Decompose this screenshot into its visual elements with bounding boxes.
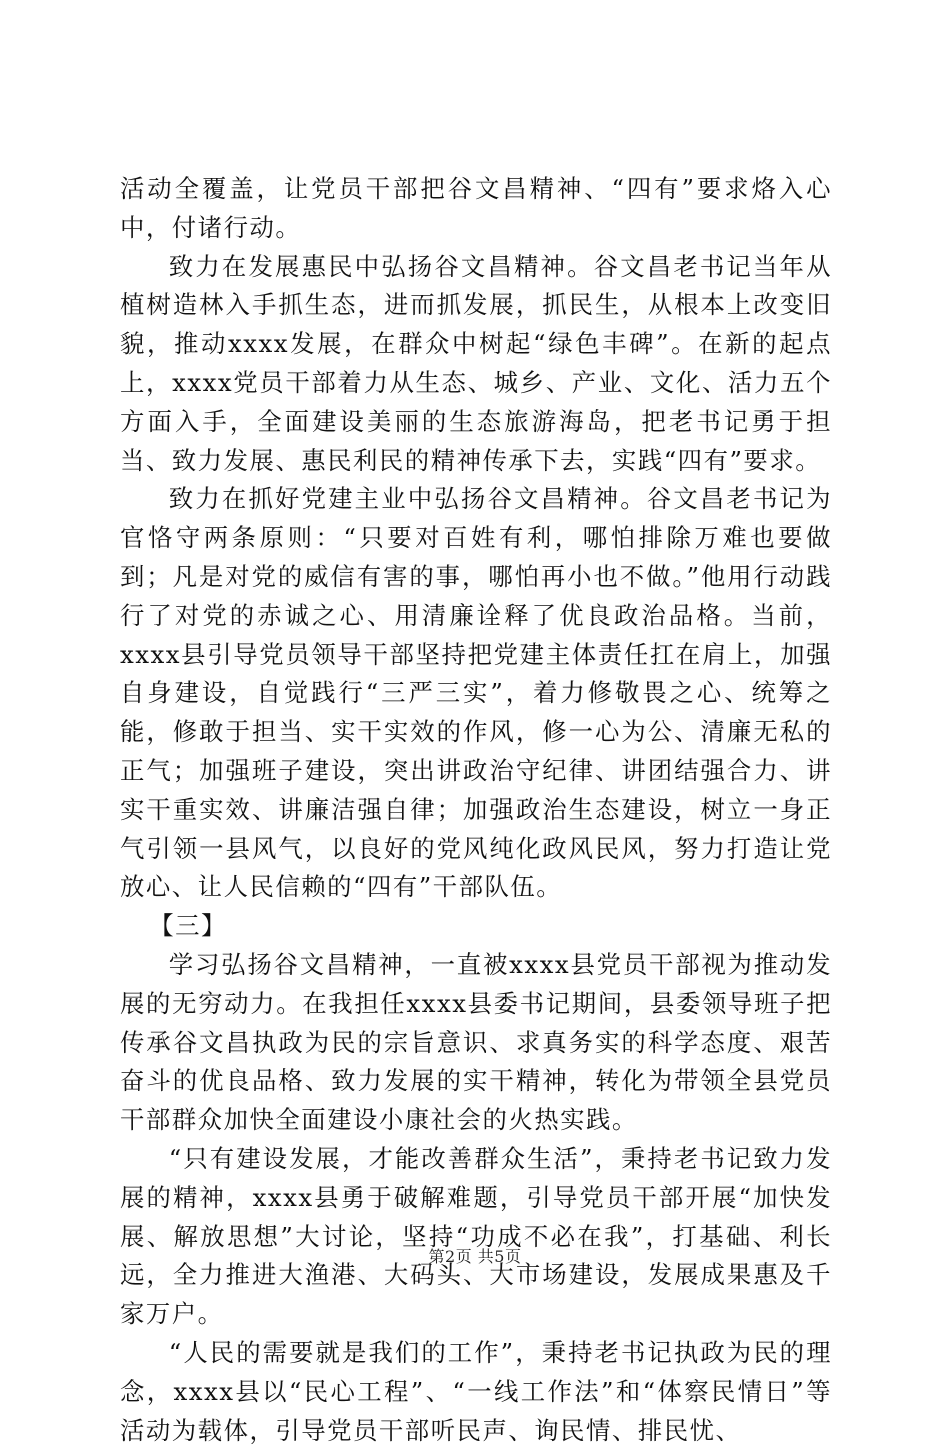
paragraph-learning: 学习弘扬谷文昌精神，一直被xxxx县党员干部视为推动发展的无穷动力。在我担任xxxx县委书记期间，县委领导班子把传承谷文昌执政为民的宗旨意识、求真务实的科学态度、艰苦奋斗的优良品格、致力发展的实干精神，转化为带领全县党员干部群众加快全面建设小康社会的火热实践。 [120,949,832,1135]
paragraph-party-building: 致力在抓好党建主业中弘扬谷文昌精神。谷文昌老书记为官恪守两条原则：“只要对百姓有利，哪怕排除万难也要做到；凡是对党的威信有害的事，哪怕再小也不做。”他用行动践行了对党的赤诚之心、用清廉诠释了优良政治品格。当前，xxxx县引导党员领导干部坚持把党建主体责任扛在肩上，加强自身建设，自觉践行“三严三实”，着力修敬畏之心、统筹之能，修敢于担当、实干实效的作风，修一心为公、清廉无私的正气；加强班子建设，突出讲政治守纪律、讲团结强合力、讲实干重实效、讲廉洁强自律；加强政治生态建设，树立一身正气引领一县风气，以良好的党风纯化政风民风，努力打造让党放心、让人民信赖的“四有”干部队伍。 [120,484,832,902]
paragraph-development: 致力在发展惠民中弘扬谷文昌精神。谷文昌老书记当年从植树造林入手抓生态，进而抓发展，抓民生，从根本上改变旧貌，推动xxxx发展，在群众中树起“绿色丰碑”。在新的起点上，xxxx党员干部着力从生态、城乡、产业、文化、活力五个方面入手，全面建设美丽的生态旅游海岛，把老书记勇于担当、致力发展、惠民利民的精神传承下去，实践“四有”要求。 [120,251,832,475]
page-footer: 第2页 共5页 [428,1247,522,1266]
section-heading: 【三】 [149,911,227,941]
paragraph-construction: “只有建设发展，才能改善群众生活”，秉持老书记致力发展的精神，xxxx县勇于破解难题，引导党员干部开展“加快发展、解放思想”大讨论，坚持“功成不必在我”，打基础、利长远，全力推进大渔港、大码头、大市场建设，发展成果惠及千家万户。 [120,1143,832,1329]
paragraph-people-needs: “人民的需要就是我们的工作”，秉持老书记执政为民的理念，xxxx县以“民心工程”、“一线工作法”和“体察民情日”等活动为载体，引导党员干部听民声、询民情、排民忧、 [120,1337,832,1445]
paragraph-continuation: 活动全覆盖，让党员干部把谷文昌精神、“四有”要求烙入心中，付诸行动。 [120,174,832,242]
